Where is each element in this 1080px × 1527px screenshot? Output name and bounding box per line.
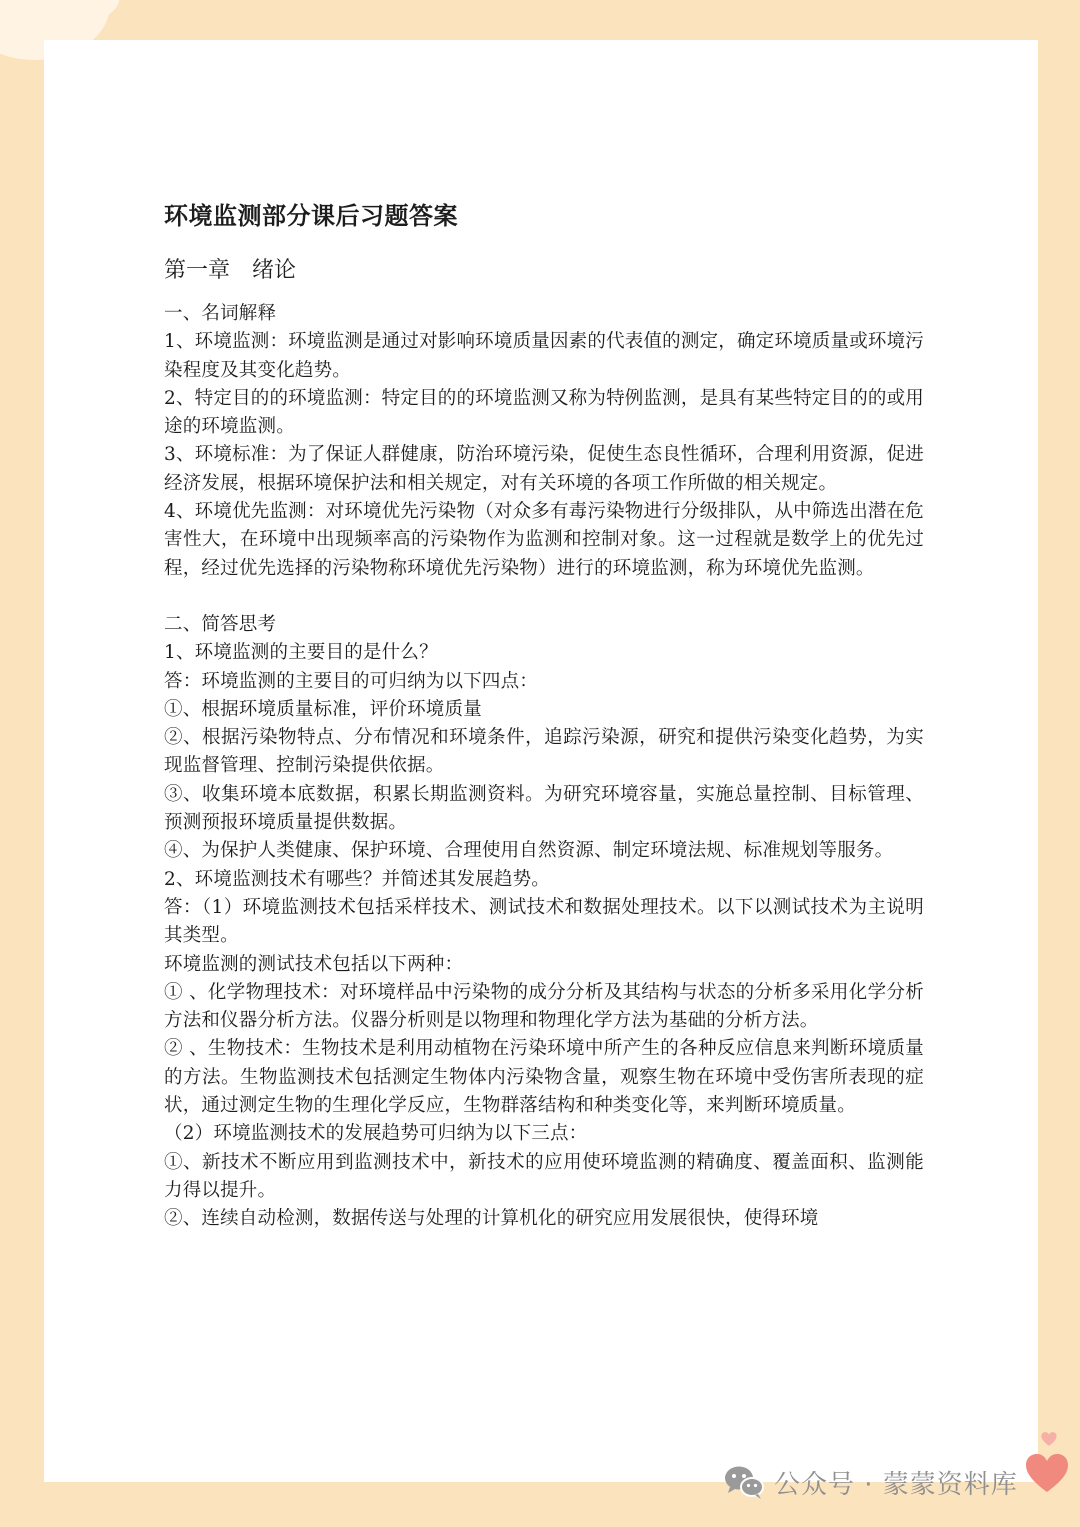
section2-heading: 二、简答思考 <box>164 613 277 635</box>
qa-item: 环境监测的测试技术包括以下两种： <box>164 953 464 975</box>
definition-item: 3、环境标准：为了保证人群健康，防治环境污染，促使生态良性循环，合理利用资源，促进经济发展，根据环境保护法和相关规定，对有关环境的各项工作所做的相关规定。 <box>164 444 924 494</box>
heart-icon <box>1022 1448 1072 1498</box>
watermark-footer <box>722 1462 1018 1502</box>
heart-small-icon <box>1040 1430 1058 1448</box>
qa-item: ① 、化学物理技术：对环境样品中污染物的成分分析及其结构与状态的分析多采用化学分析方法和仪器分析方法。仪器分析则是以物理和物理化学方法为基础的分析方法。 <box>164 981 924 1032</box>
qa-item: 答：（1）环境监测技术包括采样技术、测试技术和数据处理技术。以下以测试技术为主说明其类型。 <box>164 896 924 947</box>
chapter-heading: 第一章 绪论 <box>164 258 297 283</box>
qa-item: ② 、生物技术：生物技术是利用动植物在污染环境中所产生的各种反应信息来判断环境质量的方法。生物监测技术包括测定生物体内污染物含量，观察生物在环境中受伤害所表现的症状，通过测定生物的生理化学反应，生物群落结构和种类变化等，来判断环境质量。 <box>164 1038 924 1117</box>
qa-item: 1、环境监测的主要目的是什么？ <box>164 642 438 664</box>
qa-item: ④、为保护人类健康、保护环境、合理使用自然资源、制定环境法规、标准规划等服务。 <box>164 840 894 862</box>
section1-heading: 一、名词解释 <box>164 303 277 324</box>
qa-item: ②、根据污染物特点、分布情况和环境条件，追踪污染源，研究和提供污染变化趋势，为实现监督管理、控制污染提供依据。 <box>164 727 924 777</box>
definition-item: 4、环境优先监测：对环境优先污染物（对众多有毒污染物进行分级排队，从中筛选出潜在危害性大，在环境中出现频率高的污染物作为监测和控制对象。这一过程就是数学上的优先过程，经过优先选择的污染物称环境优先污染物）进行的环境监测，称为环境优先监测。 <box>164 501 924 579</box>
definition-item: 1、环境监测：环境监测是通过对影响环境质量因素的代表值的测定，确定环境质量或环境污染程度及其变化趋势。 <box>164 331 924 381</box>
qa-item: ①、根据环境质量标准，评价环境质量 <box>164 698 482 720</box>
qa-item: 答：环境监测的主要目的可归纳为以下四点： <box>164 670 539 692</box>
section-gap <box>164 583 924 611</box>
definition-item: 2、特定目的的环境监测：特定目的的环境监测又称为特例监测，是具有某些特定目的的或用途的环境监测。 <box>164 387 924 438</box>
document-title: 环境监测部分课后习题答案 <box>164 202 458 230</box>
qa-item: ③、收集环境本底数据，积累长期监测资料。为研究环境容量，实施总量控制、目标管理、预测预报环境质量提供数据。 <box>164 783 924 834</box>
document-content <box>164 198 924 1234</box>
qa-item: ①、新技术不断应用到监测技术中，新技术的应用使环境监测的精确度、覆盖面积、监测能力得以提升。 <box>164 1151 924 1201</box>
footer-text: 公众号 · 蒙蒙资料库 <box>774 1469 1018 1500</box>
qa-item: ②、连续自动检测，数据传送与处理的计算机化的研究应用发展很快，使得环境 <box>164 1208 819 1230</box>
qa-item: （2）环境监测技术的发展趋势可归纳为以下三点： <box>164 1123 588 1145</box>
qa-item: 2、环境监测技术有哪些？并简述其发展趋势。 <box>164 868 550 890</box>
wechat-icon <box>722 1462 766 1502</box>
